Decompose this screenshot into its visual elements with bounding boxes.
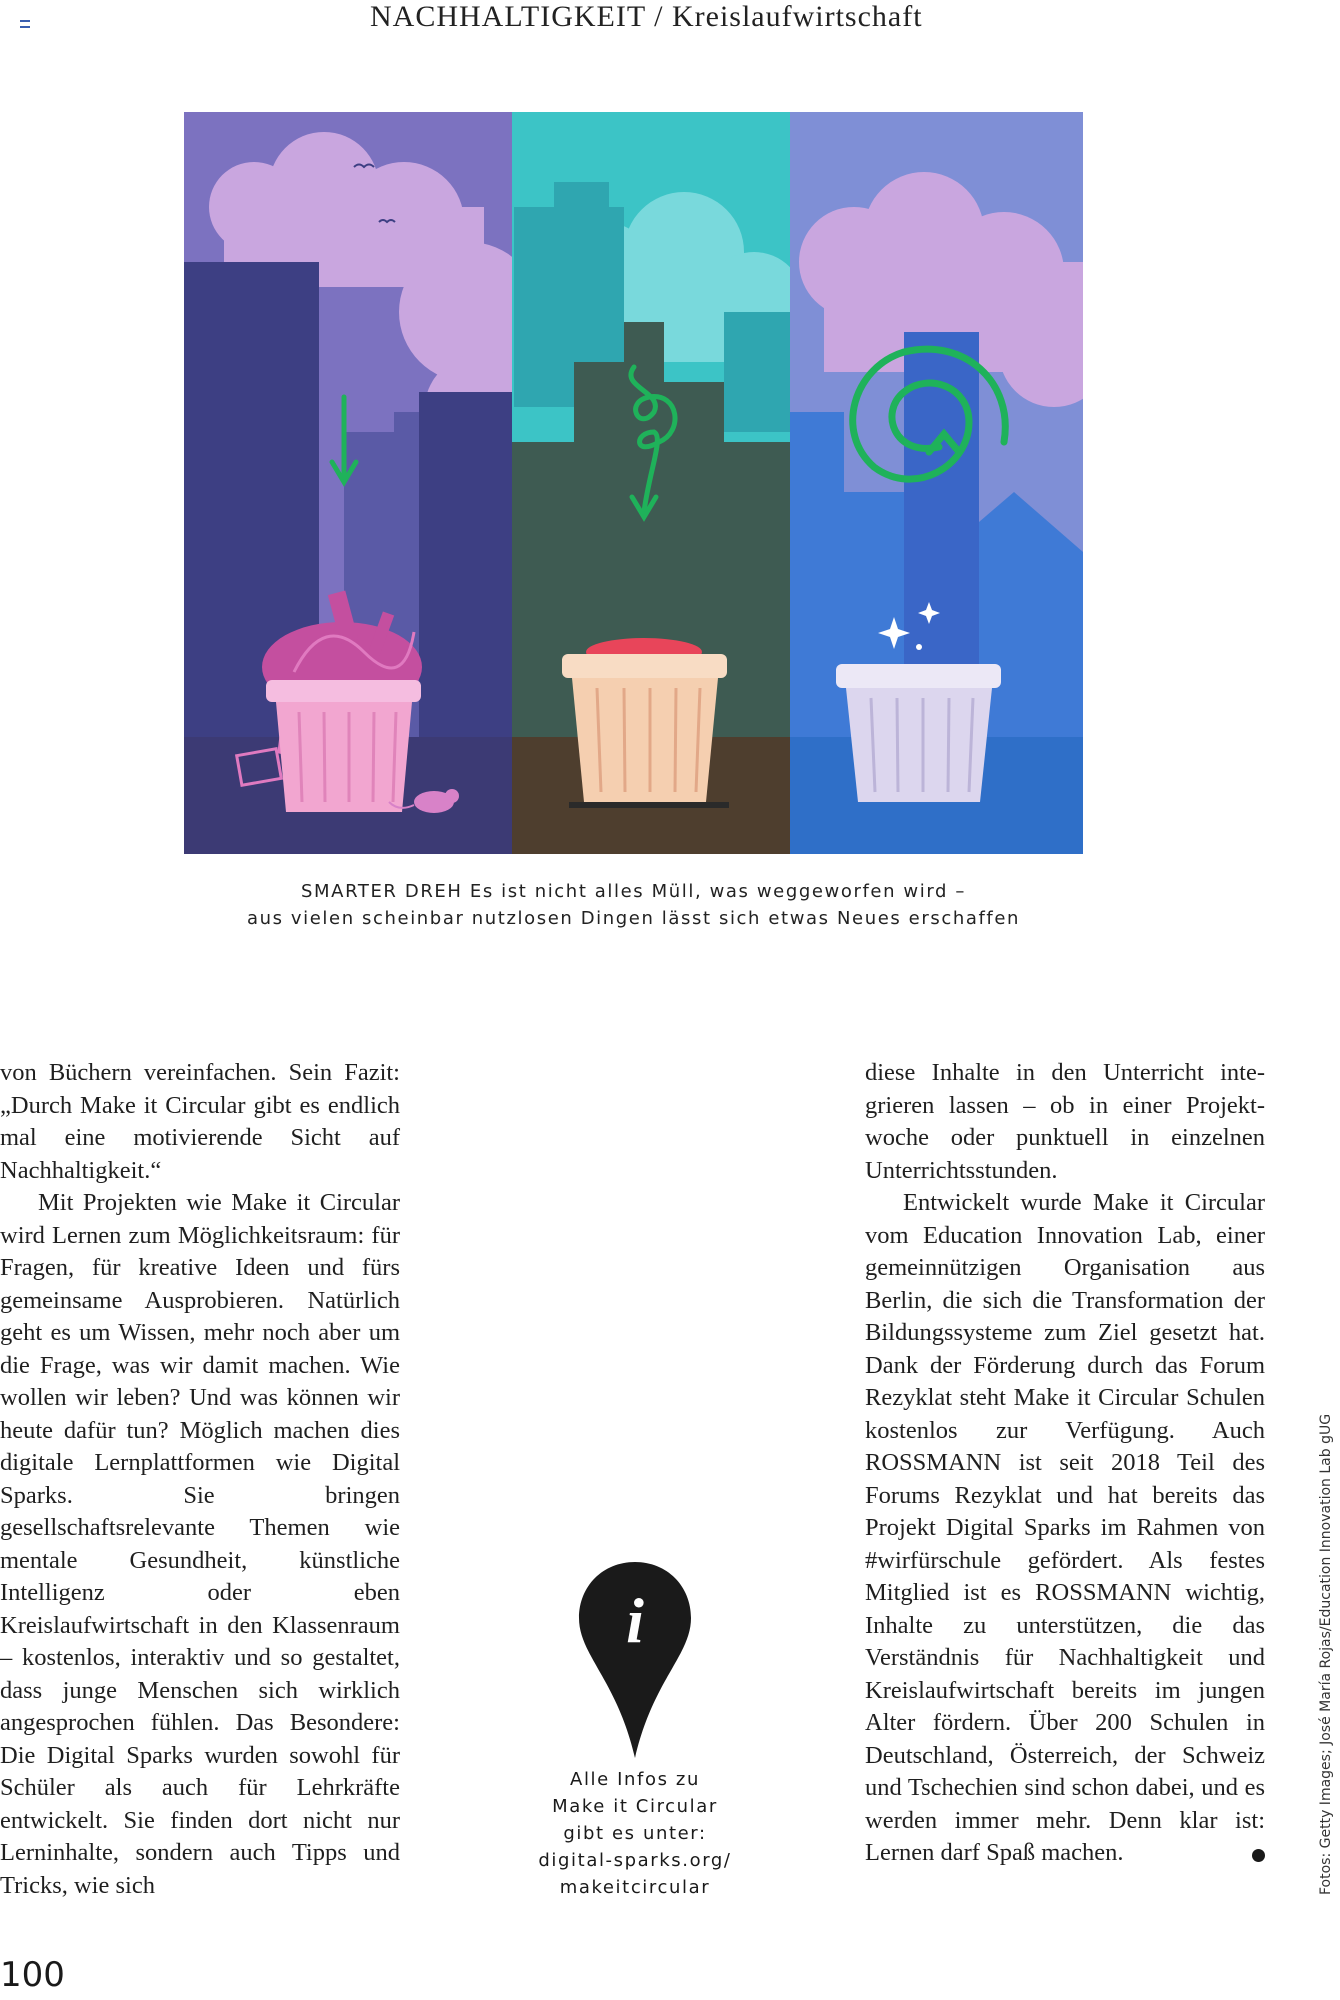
info-text	[520, 1766, 750, 1901]
section-title: NACHHALTIGKEIT / Kreislaufwirtschaft	[370, 0, 923, 33]
info-pin-letter: i	[626, 1585, 644, 1656]
left-column	[0, 1057, 400, 1902]
right-paragraph-2-text: Entwickelt wurde Make it Circular vom Education Innovation Lab, einer gemeinnützigen Organisation aus Berlin, die sich die Transformation der Bildungssysteme zum Ziel gesetzt hat. Dank der Förderung durch das Forum Rezyklat steht Make it Circular Schulen kostenlos zur Verfügung. Auch ROSSMANN ist seit 2018 Teil des Forums Rezyklat und hat bereits das Projekt Digital Sparks im Rahmen von #wirfürschule gefördert. Als festes Mitglied ist es ROSSMANN wichtig, Inhalte zu unterstützen, die das Verständnis für Nachhaltigkeit und Kreislaufwirtschaft bereits im jungen Alter fördern. Über 200 Schulen in Deutschland, Österreich, der Schweiz und Tschechien sind schon dabei, und es werden immer mehr. Denn klar ist: Lernen darf Spaß machen.	[865, 1189, 1265, 1866]
caption-line-1: Es ist nicht alles Müll, was weggeworfen wird –	[462, 881, 966, 902]
panel-left	[184, 112, 544, 854]
trash-bin-icon	[562, 638, 729, 808]
corner-mark	[20, 20, 30, 28]
illustration	[184, 112, 1083, 854]
page-number: 100	[0, 1955, 65, 1995]
info-link-line-2: makeitcircular	[559, 1877, 711, 1898]
right-paragraph-1: diese Inhalte in den Unterricht integrieren lassen – ob in einer Projektwoche oder punktuell in einzelnen Unterrichtsstunden.	[865, 1059, 1265, 1184]
info-line-1: Alle Infos zu	[570, 1769, 700, 1790]
info-line-3: gibt es unter:	[563, 1823, 707, 1844]
info-pin-icon	[577, 1560, 693, 1760]
end-mark	[1252, 1849, 1265, 1862]
right-column	[865, 1057, 1265, 1870]
panel-middle	[512, 112, 804, 854]
page-header	[370, 0, 970, 34]
info-box	[520, 1560, 750, 1901]
panel-right	[790, 112, 1083, 854]
right-paragraph-2	[865, 1187, 1265, 1870]
trash-bin-icon	[266, 680, 421, 812]
caption-kicker: SMARTER DREH	[301, 881, 463, 902]
caption-line-2: aus vielen scheinbar nutzlosen Dingen lässt sich etwas Neues erschaffen	[246, 908, 1021, 929]
info-link-line-1: digital-sparks.org/	[538, 1850, 732, 1871]
info-line-2: Make it Circular	[552, 1796, 718, 1817]
trash-bin-icon	[836, 664, 1001, 802]
illustration-caption	[184, 878, 1083, 932]
left-paragraph-2: Mit Projekten wie Make it Circular wird Lernen zum Möglichkeitsraum: für Fragen, für kreative Ideen und fürs gemeinsame Ausprobieren. Natürlich geht es um Wissen, mehr noch aber um die Frage, was wir damit machen. Wie wollen wir leben? Und was können wir heute dafür tun? Möglich machen dies digitale Lernplattformen wie Digital Sparks. Sie bringen gesellschaftsrelevante Themen wie mentale Gesundheit, künstliche Intelligenz oder eben Kreislaufwirtschaft in den Klassenraum – kostenlos, interaktiv und so gestaltet, dass junge Menschen sich wirklich angesprochen fühlen. Das Besondere: Die Digital Sparks wurden sowohl für Schüler als auch für Lehrkräfte entwickelt. Sie finden dort nicht nur Lerninhalte, sondern auch Tipps und Tricks, wie sich	[0, 1189, 400, 1899]
left-paragraph-1: von Büchern vereinfachen. Sein Fazit: „Durch Make it Circular gibt es endlich mal eine motivierende Sicht auf Nachhaltigkeit.“	[0, 1059, 400, 1184]
photo-credit: Fotos: Getty Images; José María Rojas/Education Innovation Lab gUG	[1318, 1413, 1334, 1895]
